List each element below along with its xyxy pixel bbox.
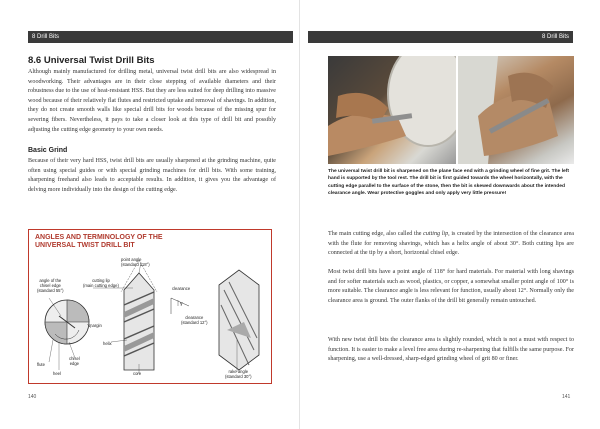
clearance-paragraph: With new twist drill bits the clearance area is slightly rounded, which is not a must with respect to function. It is easier to make a level free area during re-sharpening that fulfills the same purpose. For sharpening, use a well-dressed, sharp-edged grinding wheel of grit 80 or finer. [328, 337, 574, 363]
label-chisel-angle-2: chisel edge [39, 283, 61, 288]
cutting-lip-term: cutting lip [423, 231, 449, 237]
label-heel: heel [53, 371, 61, 376]
label-chisel-angle [37, 278, 64, 293]
label-gamma: γ [180, 301, 183, 307]
label-rake-angle-1: rake angle [228, 369, 249, 374]
label-chisel-edge [69, 356, 80, 366]
photo-caption: The universal twist drill bit is sharpened on the plane face end with a grinding wheel of fine grit. The left hand is supported by the tool rest. The drill bit is first guided towards the wheel horizontally, with the cutting edge parallel to the surface of the stone, then the bit is skewed downwards about the intended clearance angle. Wear protective goggles and only apply very little pressure! [328, 169, 570, 197]
photo-grinding-horizontal [328, 56, 456, 164]
label-cutting-lip-2: (main cutting edge) [83, 283, 119, 288]
label-core: core [133, 371, 142, 376]
label-chisel-edge-2: edge [69, 361, 80, 366]
intro-paragraph: Although mainly manufactured for drilling metal, universal twist drill bits are also widespread in woodworking. Their advantages are in their close stepping of available diameters and their robustness due to the use of heat-resistant HSS. But they are less suited for deep drilling into massive wood because of their relatively flat flutes and restricted uptake and removal of shavings. In addition, they do not create smooth walls like special drill bits for woods because of the missing spur for severing fibers. Nevertheless, it pays to take a closer look at this type of drill bit and possibly adjusting the cutting edge geometry to your own needs. [28, 69, 276, 133]
label-point-angle [121, 257, 150, 267]
rake-view-drawing [219, 270, 259, 370]
label-rake-angle [225, 369, 252, 379]
basic-grind-paragraph: Because of their very hard HSS, twist drill bits are usually sharpened at the grinding machine, quite often using special guides or with special grinding machines for drill bits. With some training, sharpening freehand also leads to acceptable results. In addition, it gives you the advantage of delving more individually into the design of the cutting edge. [28, 158, 276, 193]
label-chisel-angle-1: angle of the [39, 278, 62, 283]
label-chisel-angle-3: (standard 55°) [37, 288, 64, 293]
label-cutting-lip-1: cutting lip [92, 278, 110, 283]
label-point-angle-std: (standard 118°) [121, 262, 150, 267]
subheading-basic-grind: Basic Grind [28, 147, 68, 154]
figure-title-line1: ANGLES AND TERMINOLOGY OF THE [35, 234, 163, 241]
cutting-lip-text-a: The main cutting edge, also called the [328, 231, 424, 237]
photo-grinding-skewed [458, 56, 574, 164]
cutting-lip-paragraph [328, 230, 574, 259]
label-clearance: clearance [172, 286, 191, 291]
figure-title-line2: UNIVERSAL TWIST DRILL BIT [35, 242, 135, 249]
label-cutting-lip [83, 278, 119, 288]
photo2-illustration [458, 56, 574, 164]
label-rake-angle-2: (standard 30°) [225, 374, 252, 379]
page-number-left: 140 [28, 394, 37, 400]
right-page [300, 0, 600, 429]
page-number-right: 141 [562, 394, 571, 400]
label-chisel-edge-1: chisel [69, 356, 80, 361]
drill-bit-diagram [29, 230, 270, 380]
photo1-illustration [328, 56, 456, 164]
section-title: 8.6 Universal Twist Drill Bits [28, 55, 155, 66]
running-header-left: 8 Drill Bits [28, 31, 293, 43]
label-clearance-angle [181, 315, 208, 325]
end-view-drawing [45, 300, 89, 344]
label-clearance-angle-2: (standard 12°) [181, 320, 208, 325]
label-margin: margin [89, 323, 102, 328]
label-point-angle-text: point angle [121, 257, 142, 262]
cutting-lip-text-b: , is created by the intersection of the clearance area with the flute for removing shavings, which has a helix angle of about 30°. Both cutting lips are connected at the tip by a short, horizontal chisel edge. [328, 231, 574, 257]
running-header-right: 8 Drill Bits [308, 31, 573, 43]
label-clearance-angle-1: clearance [185, 315, 204, 320]
point-angle-paragraph: Most twist drill bits have a point angle of 118° for hard materials. For material with long shavings and for softer materials such as wood, plastics, or copper, a somewhat smaller point angle of 100° is more suitable. The clearance angle is less relevant for function, usually about 12°. Normally only the clearance area is ground. The outer flanks of the drill bit generally remain untouched. [328, 269, 574, 304]
drill-bit-figure [28, 229, 272, 384]
label-flute: flute [37, 362, 45, 367]
side-view-drawing [121, 260, 157, 370]
label-helix: helix [103, 341, 112, 346]
